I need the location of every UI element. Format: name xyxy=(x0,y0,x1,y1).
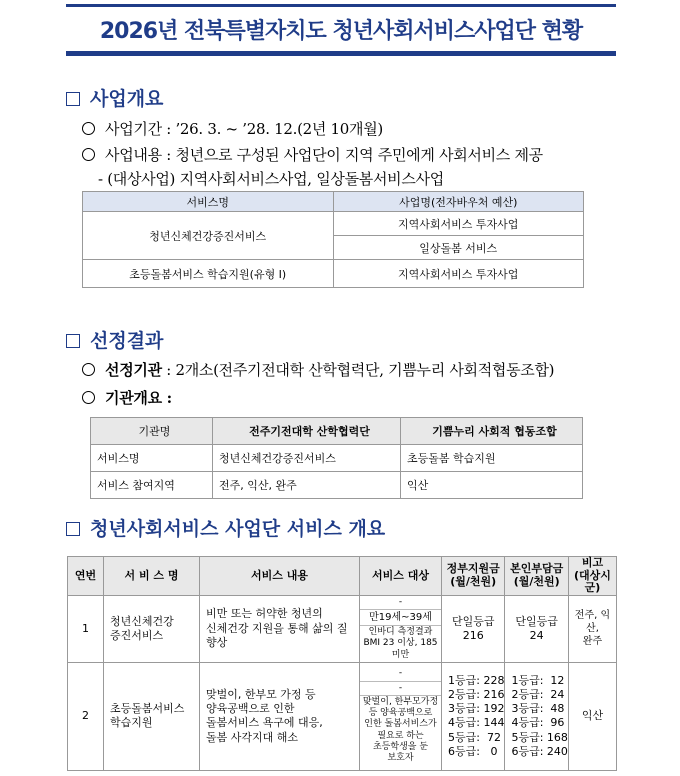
table-cell: 익산 xyxy=(401,472,583,499)
table-header: 본인부담금 (월/천원) xyxy=(505,557,568,596)
table-header: 전주기전대학 산학협력단 xyxy=(213,418,401,445)
circle-bullet-icon xyxy=(82,391,95,404)
target-line: 인바디 측정결과 BMI 23 이상, 185미만 xyxy=(363,627,438,660)
table-row xyxy=(91,472,583,499)
table-header: 연번 xyxy=(68,557,104,596)
table-row xyxy=(91,445,583,472)
table-header: 서비스 내용 xyxy=(200,557,360,596)
table-cell: 서비스명 xyxy=(91,445,213,472)
section1-heading xyxy=(66,84,163,111)
target-line: 만19세~39세 xyxy=(360,610,441,626)
table-cell: 일상돌봄 서비스 xyxy=(333,236,584,260)
target-line: 맞벌이, 한부모가정 등 양육공백으로 인한 돌봄서비스가 필요로 하는 초등학생을 둔 보호자 xyxy=(362,696,439,764)
table-header: 서 비 스 명 xyxy=(104,557,200,596)
selected-value: : 2개소(전주기전대학 산학협력단, 기쁨누리 사회적협동조합) xyxy=(166,361,555,379)
row-number: 1 xyxy=(68,595,104,662)
circle-bullet-icon xyxy=(82,363,95,376)
target-line: - xyxy=(360,667,441,681)
table-cell: 지역사회서비스 투자사업 xyxy=(333,260,584,288)
section1-heading-text: 사업개요 xyxy=(90,88,164,110)
table-cell: 지역사회서비스 투자사업 xyxy=(333,212,584,236)
section2-selected xyxy=(82,359,554,380)
section3-heading-text: 청년사회서비스 사업단 서비스 개요 xyxy=(90,518,386,540)
table-header: 기관명 xyxy=(91,418,213,445)
title-rule-top xyxy=(66,4,616,7)
service-target xyxy=(360,662,442,770)
service-target xyxy=(360,595,442,662)
service-name: 초등돌봄서비스 학습지원 xyxy=(104,662,200,770)
service-overview-table xyxy=(67,556,617,771)
overview-label: 기관개요 : xyxy=(105,389,172,407)
self-pay: 1등급: 12 2등급: 24 3등급: 48 4등급: 96 5등급: 168 6등급: 240 xyxy=(505,662,568,770)
section3-heading xyxy=(66,514,385,541)
section2-heading xyxy=(66,326,163,353)
service-content: 비만 또는 허약한 청년의 신체건강 지원을 통해 삶의 질 향상 xyxy=(200,595,360,662)
title-bar xyxy=(66,4,616,56)
table-header: 정부지원금 (월/천원) xyxy=(442,557,505,596)
checkbox-square-icon xyxy=(66,92,80,106)
selected-label: 선정기관 xyxy=(105,361,162,379)
table-header: 기쁨누리 사회적 협동조합 xyxy=(401,418,583,445)
table-cell: 전주, 익산, 완주 xyxy=(213,472,401,499)
table-header: 비고 (대상시군) xyxy=(568,557,616,596)
table-cell: 청년신체건강증진서비스 xyxy=(213,445,401,472)
table-cell: 초등돌봄 학습지원 xyxy=(401,445,583,472)
checkbox-square-icon xyxy=(66,522,80,536)
table-cell: 초등돌봄서비스 학습지원(유형 Ⅰ) xyxy=(83,260,334,288)
table-header-row xyxy=(68,557,617,596)
period-text: 사업기간 : ’26. 3. ~ ’28. 12.(2년 10개월) xyxy=(105,120,383,138)
checkbox-square-icon xyxy=(66,334,80,348)
section2-heading-text: 선정결과 xyxy=(90,330,164,352)
service-content: 맞벌이, 한부모 가정 등 양육공백으로 인한 돌봄서비스 욕구에 대응, 돌봄 사각지대 해소 xyxy=(200,662,360,770)
table-cell: 서비스 참여지역 xyxy=(91,472,213,499)
section1-period xyxy=(82,118,383,139)
service-program-table xyxy=(82,191,584,288)
gov-support: 1등급: 228 2등급: 216 3등급: 192 4등급: 144 5등급: 72 6등급: 0 xyxy=(442,662,505,770)
table-row xyxy=(83,260,584,288)
self-pay: 단일등급 24 xyxy=(505,595,568,662)
page-title: 2026년 전북특별자치도 청년사회서비스사업단 현황 xyxy=(99,19,583,44)
row-number: 2 xyxy=(68,662,104,770)
circle-bullet-icon xyxy=(82,122,95,135)
table-header-row xyxy=(83,192,584,212)
section2-overview xyxy=(82,387,172,408)
table-header: 사업명(전자바우처 예산) xyxy=(333,192,584,212)
gov-support: 단일등급 216 xyxy=(442,595,505,662)
circle-bullet-icon xyxy=(82,148,95,161)
service-name: 청년신체건강 증진서비스 xyxy=(104,595,200,662)
table-row xyxy=(68,595,617,662)
table-header-row xyxy=(91,418,583,445)
target-line: - xyxy=(360,596,441,610)
section1-content xyxy=(82,144,543,165)
table-header: 서비스 대상 xyxy=(360,557,442,596)
target-region: 전주, 익산, 완주 xyxy=(568,595,616,662)
target-region: 익산 xyxy=(568,662,616,770)
target-line: - xyxy=(360,682,441,696)
section1-target: - (대상사업) 지역사회서비스사업, 일상돌봄서비스사업 xyxy=(98,170,444,188)
institution-table xyxy=(90,417,583,499)
table-cell: 청년신체건강증진서비스 xyxy=(83,212,334,260)
table-row xyxy=(68,662,617,770)
content-text: 사업내용 : 청년으로 구성된 사업단이 지역 주민에게 사회서비스 제공 xyxy=(105,146,543,164)
title-rule-bottom xyxy=(66,51,616,56)
table-row xyxy=(83,212,584,236)
table-header: 서비스명 xyxy=(83,192,334,212)
